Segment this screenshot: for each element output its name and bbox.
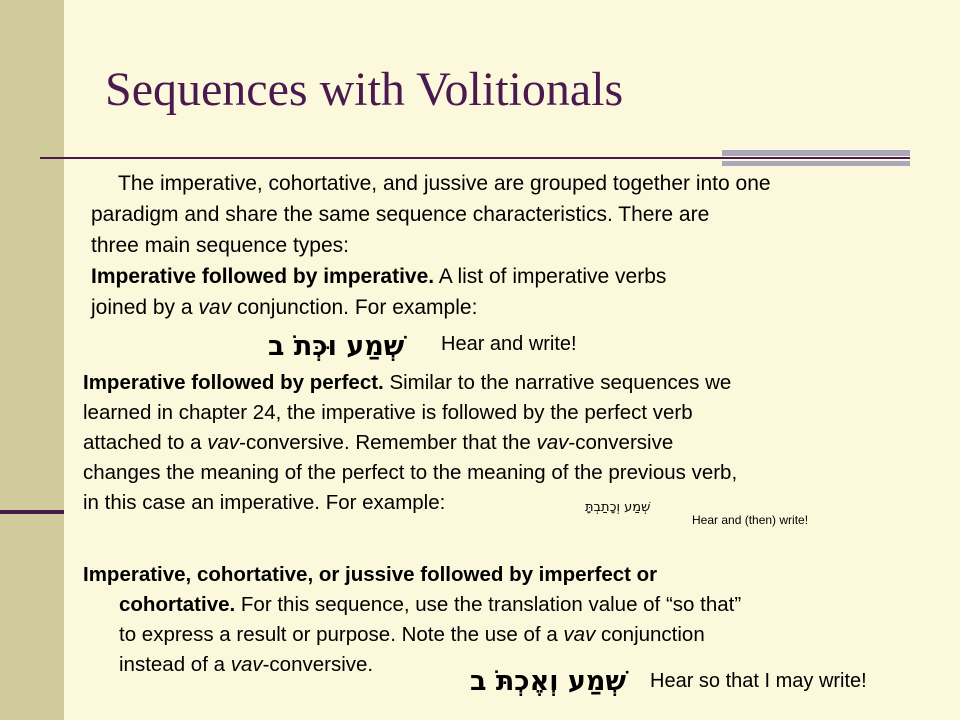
seq3-hebrew-example: שְׁמַע וְאֶכְתֹּ ב xyxy=(470,666,626,697)
seq3-heading: Imperative, cohortative, or jussive followed by imperfect or xyxy=(83,563,658,586)
seq2-block xyxy=(83,368,943,518)
slide-title: Sequences with Volitionals xyxy=(105,63,624,116)
seq3-heading: cohortative. xyxy=(119,593,236,616)
seq2-hebrew-example: שְׁמַע וְכָתַבְתָּ xyxy=(585,500,651,515)
intro-line: paradigm and share the same sequence characteristics. There are xyxy=(91,203,710,226)
seq3-gloss: Hear so that I may write! xyxy=(650,670,867,692)
vav-term: vav xyxy=(198,296,232,319)
seq1-line xyxy=(91,292,941,323)
seq2-text: Similar to the narrative sequences we xyxy=(383,371,732,394)
seq1-heading: Imperative followed by imperative. xyxy=(91,265,435,288)
seq1-text: conjunction. For example: xyxy=(231,296,478,319)
seq3-text: to express a result or purpose. Note the use of a xyxy=(119,623,564,646)
title-underline xyxy=(40,157,910,159)
seq2-line: learned in chapter 24, the imperative is followed by the perfect verb xyxy=(83,401,693,424)
seq2-text: -conversive xyxy=(568,431,674,454)
seq3-line xyxy=(83,590,943,620)
seq3-text: conjunction xyxy=(595,623,705,646)
seq2-gloss: Hear and (then) write! xyxy=(692,513,809,527)
seq3-text: instead of a xyxy=(119,653,231,676)
intro-line: three main sequence types: xyxy=(91,234,349,257)
seq3-block xyxy=(83,560,943,680)
left-accent-bar xyxy=(0,0,64,720)
vav-term: vav xyxy=(230,653,263,676)
seq1-line xyxy=(91,261,941,292)
title-rule-gray-top xyxy=(722,150,910,156)
seq2-line xyxy=(83,368,943,398)
intro-block xyxy=(91,168,941,323)
seq3-line xyxy=(83,560,943,590)
left-divider xyxy=(0,510,64,514)
seq1-hebrew-example: שְׁמַע וּכְּתֹ ב xyxy=(268,331,405,362)
seq2-text: attached to a xyxy=(83,431,208,454)
seq3-line xyxy=(83,620,943,650)
title-rule-gray-bottom xyxy=(722,161,910,166)
seq2-line: changes the meaning of the perfect to the meaning of the previous verb, xyxy=(83,461,738,484)
seq2-text: -conversive. Remember that the xyxy=(239,431,537,454)
seq3-text: For this sequence, use the translation value of “so that” xyxy=(235,593,742,616)
seq1-gloss: Hear and write! xyxy=(441,333,577,355)
vav-term: vav xyxy=(536,431,569,454)
seq3-text: -conversive. xyxy=(262,653,374,676)
vav-term: vav xyxy=(563,623,596,646)
seq1-text: joined by a xyxy=(91,296,199,319)
seq2-heading: Imperative followed by perfect. xyxy=(83,371,384,394)
seq2-line: in this case an imperative. For example: xyxy=(83,491,446,514)
seq1-text: A list of imperative verbs xyxy=(434,265,667,288)
intro-line: The imperative, cohortative, and jussive are grouped together into one xyxy=(118,172,771,195)
seq2-line xyxy=(83,428,943,458)
vav-term: vav xyxy=(207,431,240,454)
